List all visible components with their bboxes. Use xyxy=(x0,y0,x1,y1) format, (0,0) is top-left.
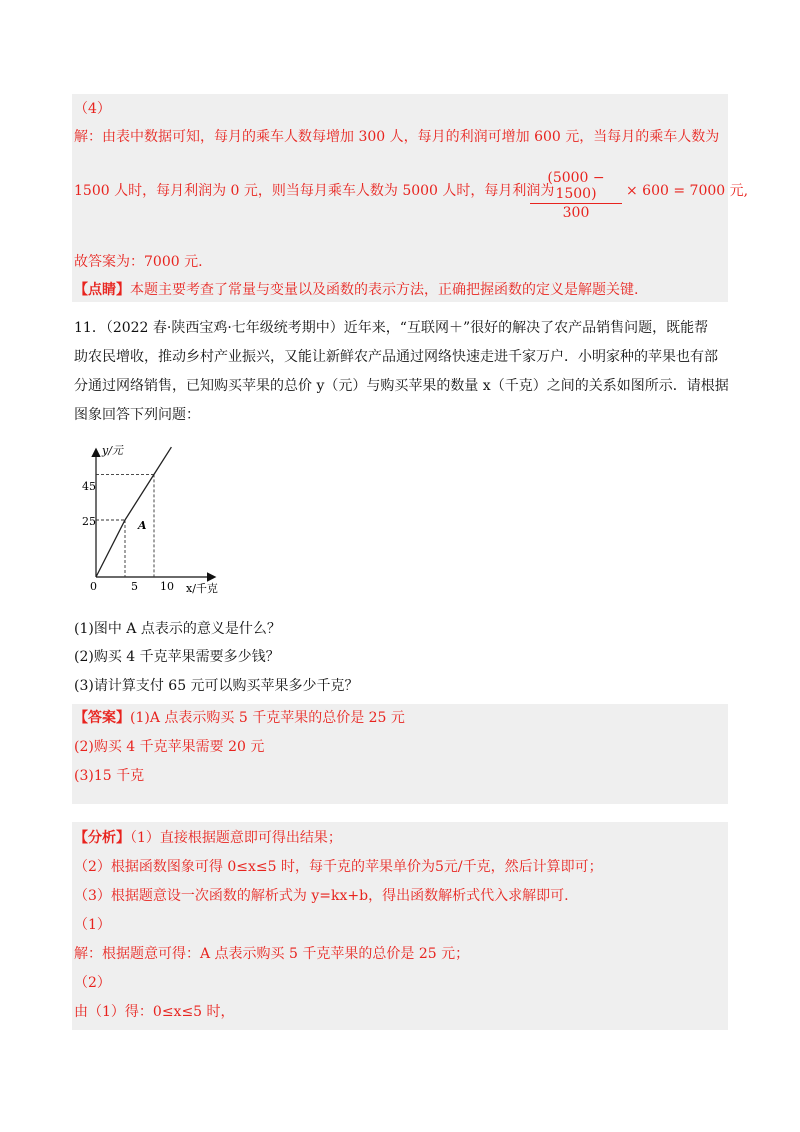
problem-line-3: 分通过网络销售，已知购买苹果的总价 y（元）与购买苹果的数量 x（千克）之间的关系如图所示．请根据 xyxy=(74,378,729,394)
analysis-line-7: 由（1）得：0≤x≤5 时， xyxy=(74,1004,235,1020)
problem-line-1: 11．（2022 春·陕西宝鸡·七年级统考期中）近年来，“互联网＋”很好的解决了农产品销售问题，既能帮 xyxy=(74,320,709,336)
question-2: (2)购买 4 千克苹果需要多少钱？ xyxy=(74,649,280,665)
answer-tag: 【答案】 xyxy=(74,710,130,726)
comment-line xyxy=(74,280,638,300)
solution-line-2b: × 600 = 7000 元, xyxy=(626,183,749,199)
answer-1-text: (1)A 点表示购买 5 千克苹果的总价是 25 元 xyxy=(130,710,405,726)
analysis-line-1 xyxy=(74,828,342,848)
fraction xyxy=(530,170,622,221)
analysis-line-2: （2）根据函数图象可得 0≤x≤5 时，每千克的苹果单价为5元/千克，然后计算即可； xyxy=(74,859,603,875)
analysis-tag: 【分析】 xyxy=(74,830,130,846)
analysis-block xyxy=(72,822,728,1030)
comment-text: 本题主要考查了常量与变量以及函数的表示方法，正确把握函数的定义是解题关键. xyxy=(130,282,639,298)
solution-line-1: 解：由表中数据可知，每月的乘车人数每增加 300 人，每月的利润可增加 600 元，当每月的乘车人数为 xyxy=(74,129,720,145)
fraction-bar xyxy=(530,203,622,204)
answer-2: (2)购买 4 千克苹果需要 20 元 xyxy=(74,739,265,755)
fraction-denominator: 300 xyxy=(562,205,590,221)
analysis-line-5: 解：根据题意可得：A 点表示购买 5 千克苹果的总价是 25 元； xyxy=(74,946,470,962)
origin-label: 0 xyxy=(90,580,97,593)
question-1: (1)图中 A 点表示的意义是什么？ xyxy=(74,621,281,637)
analysis-1-text: （1）直接根据题意即可得出结果； xyxy=(130,830,342,846)
analysis-line-4: （1） xyxy=(74,917,111,933)
problem-line-4: 图象回答下列问题： xyxy=(74,407,200,423)
answer-3: (3)15 千克 xyxy=(74,768,145,784)
y-tick-45: 45 xyxy=(82,480,96,493)
y-tick-25: 25 xyxy=(82,515,96,528)
x-axis-label: x/千克 xyxy=(186,582,218,595)
part4-label: （4） xyxy=(74,101,111,117)
point-a-label: A xyxy=(138,519,147,532)
answer-1 xyxy=(74,708,405,728)
comment-tag: 【点睛】 xyxy=(74,282,130,298)
y-axis-label: y/元 xyxy=(102,444,123,457)
answer-line: 故答案为：7000 元. xyxy=(74,254,203,270)
price-quantity-graph xyxy=(80,440,230,600)
question-3: (3)请计算支付 65 元可以购买苹果多少千克？ xyxy=(74,678,359,694)
x-tick-10: 10 xyxy=(160,580,174,593)
price-line xyxy=(96,447,171,577)
problem-line-2: 助农民增收，推动乡村产业振兴，又能让新鲜农产品通过网络快速走进千家万户．小明家种的苹果也有部 xyxy=(74,349,718,365)
x-tick-5: 5 xyxy=(131,580,138,593)
solution-line-2a: 1500 人时，每月利润为 0 元，则当每月乘车人数为 5000 人时，每月利润为 xyxy=(74,183,555,199)
fraction-numerator: (5000 − 1500) xyxy=(547,170,605,202)
analysis-line-3: （3）根据题意设一次函数的解析式为 y=kx+b，得出函数解析式代入求解即可. xyxy=(74,888,569,904)
analysis-line-6: （2） xyxy=(74,975,111,991)
